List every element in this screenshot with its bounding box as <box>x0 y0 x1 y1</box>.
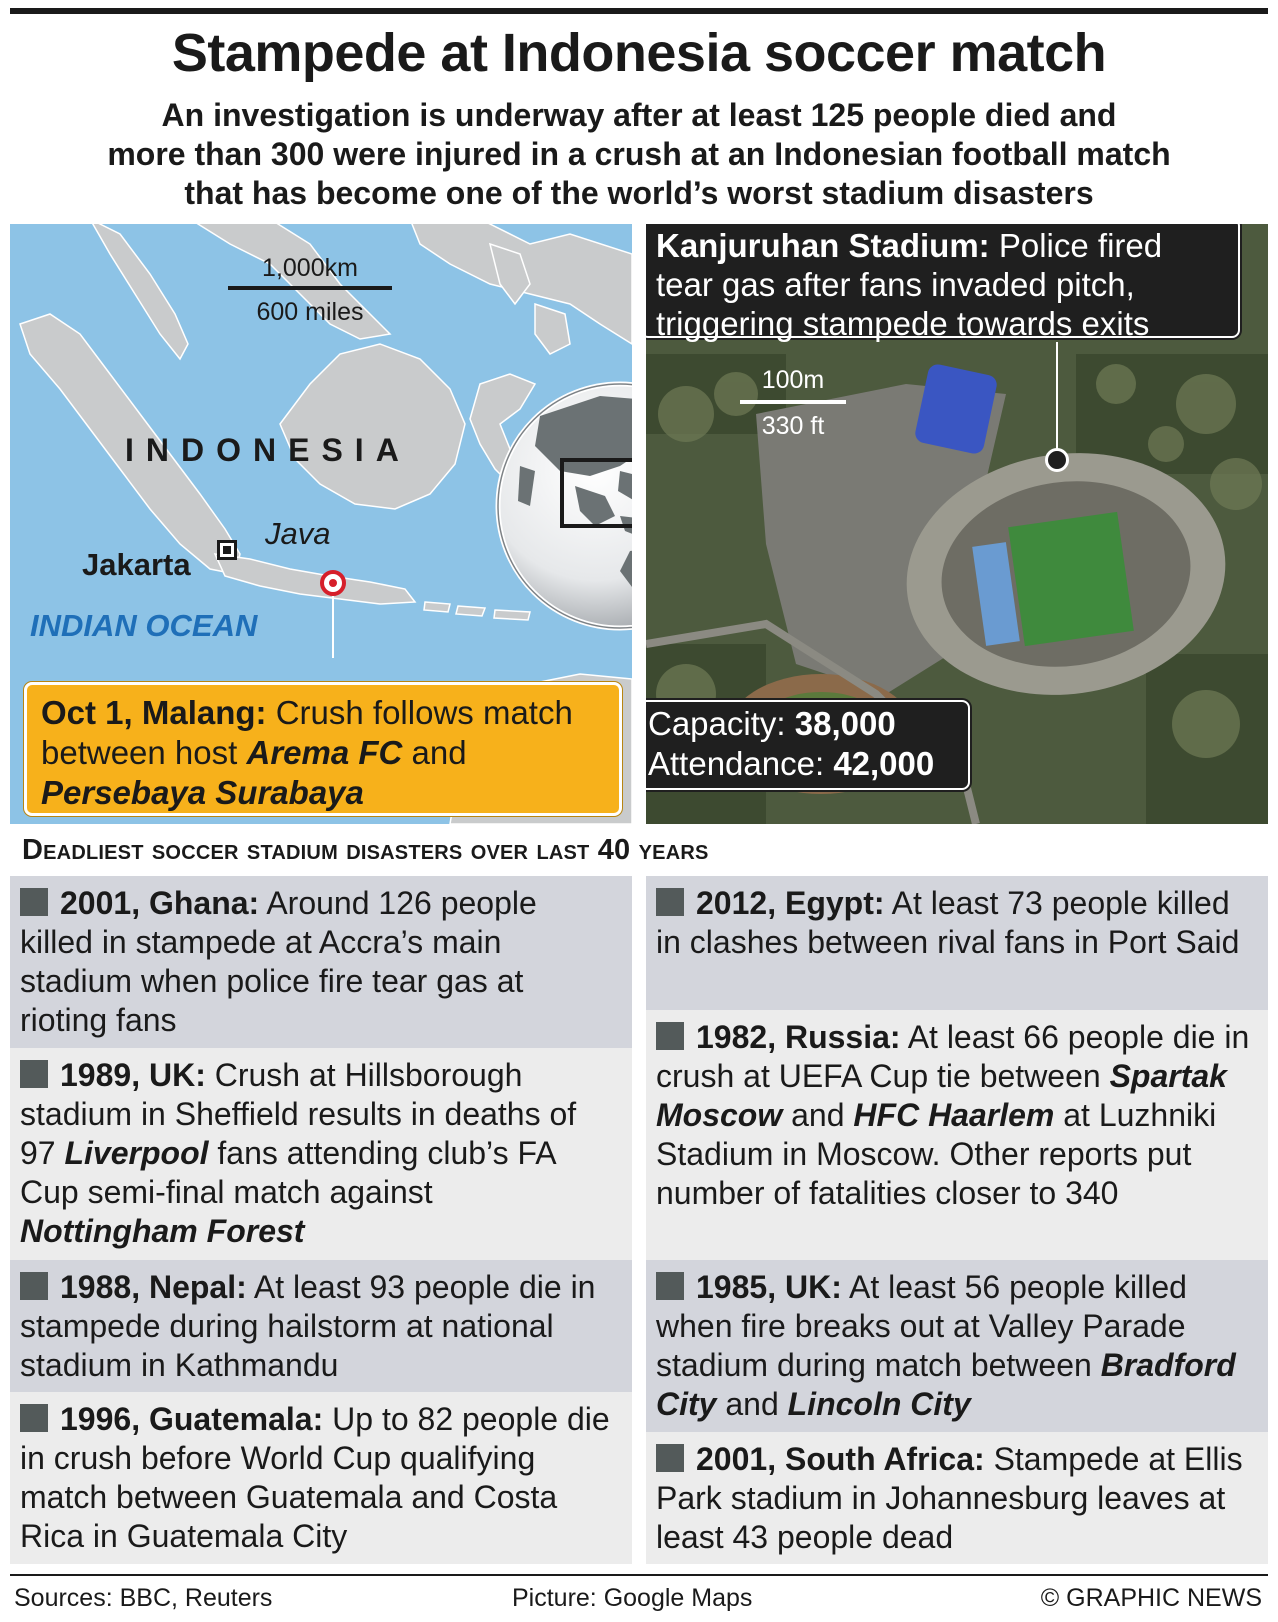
team-name: Bradford City <box>656 1347 1236 1422</box>
bullet-icon <box>656 1444 684 1472</box>
entry-text: Stampede at Ellis Park stadium in Johannesburg leaves at least 43 people dead <box>656 1441 1243 1555</box>
island-label: Java <box>265 516 331 551</box>
attendance-value: 42,000 <box>833 745 935 782</box>
marker-leader-line <box>332 596 334 658</box>
malang-callout <box>24 682 622 816</box>
bullet-icon <box>20 888 48 916</box>
sources-credit: Sources: BBC, Reuters <box>14 1584 273 1612</box>
malang-text: and <box>402 734 467 771</box>
team-name: Lincoln City <box>787 1386 971 1422</box>
list-item <box>646 1010 1268 1260</box>
picture-credit: Picture: Google Maps <box>512 1584 753 1612</box>
bullet-icon <box>656 888 684 916</box>
footer <box>10 1574 1268 1618</box>
entry-text: Up to 82 people die in crush before World Cup qualifying match between Guatemala and Costa Rica in Guatemala City <box>20 1401 610 1554</box>
team-name: HFC Haarlem <box>853 1097 1055 1133</box>
disaster-list-left <box>10 876 632 1564</box>
deck <box>30 96 1248 213</box>
bullet-icon <box>656 1272 684 1300</box>
list-item <box>10 1260 632 1392</box>
attendance-row <box>648 744 954 784</box>
capacity-box <box>646 700 970 790</box>
capacity-value: 38,000 <box>794 705 896 742</box>
team-name: Spartak Moscow <box>656 1058 1227 1133</box>
map-scale-bar <box>228 286 392 290</box>
copyright-credit: © GRAPHIC NEWS <box>1040 1584 1262 1612</box>
team-name: Persebaya Surabaya <box>41 774 364 811</box>
list-item <box>10 876 632 1048</box>
stadium-text: Police fired tear gas after fans invaded pitch, triggering stampede towards exits <box>656 227 1163 342</box>
list-item <box>646 876 1268 1010</box>
satellite-photo <box>646 224 1268 824</box>
entry-text: Crush at Hillsborough stadium in Sheffield results in deaths of 97 <box>20 1057 577 1171</box>
headline: Stampede at Indonesia soccer match <box>171 23 1107 83</box>
entry-lead: 1989, UK: <box>60 1057 206 1093</box>
section-title: Deadliest soccer stadium disasters over last 40 years <box>22 834 709 866</box>
malang-lead: Oct 1, Malang: <box>41 694 267 731</box>
bullet-icon <box>20 1060 48 1088</box>
list-item <box>646 1432 1268 1564</box>
stadium-callout <box>646 224 1240 342</box>
entry-text: At least 66 people die in crush at UEFA Cup tie between <box>656 1019 1250 1094</box>
photo-scale-ft: 330 ft <box>761 412 825 440</box>
entry-text: At least 93 people die in stampede during hailstorm at national stadium in Kathmandu <box>20 1269 596 1383</box>
entry-text: At least 73 people killed in clashes between rival fans in Port Said <box>656 885 1240 960</box>
deck-line: An investigation is underway after at least 125 people died and <box>161 97 1117 133</box>
map-scale-miles: 600 miles <box>256 298 364 326</box>
entry-lead: 2001, South Africa: <box>696 1441 985 1477</box>
disaster-list-right <box>646 876 1268 1564</box>
bullet-icon <box>656 1022 684 1050</box>
photo-scale-m: 100m <box>761 366 825 394</box>
capital-marker-icon <box>217 540 237 560</box>
deck-line: that has become one of the world’s worst stadium disasters <box>184 175 1094 211</box>
bullet-icon <box>20 1404 48 1432</box>
entry-text: fans attending club’s FA Cup semi-final match against <box>20 1135 555 1210</box>
entry-text: at Luzhniki Stadium in Moscow. Other reports put number of fatalities closer to 340 <box>656 1097 1217 1211</box>
list-item <box>646 1260 1268 1432</box>
entry-text: Around 126 people killed in stampede at Accra’s main stadium when police fire tear gas at rioting fans <box>20 885 537 1038</box>
list-item <box>10 1392 632 1564</box>
entry-lead: 1996, Guatemala: <box>60 1401 324 1437</box>
entry-lead: 2001, Ghana: <box>60 885 260 921</box>
stadium-leader-line <box>1056 342 1058 458</box>
capital-label: Jakarta <box>82 547 191 582</box>
stadium-marker-icon <box>1045 448 1069 472</box>
stadium-lead: Kanjuruhan Stadium: <box>656 227 990 264</box>
locator-map <box>10 224 632 824</box>
list-item <box>10 1048 632 1260</box>
attendance-label: Attendance: <box>648 745 834 782</box>
entry-lead: 1982, Russia: <box>696 1019 901 1055</box>
capacity-row <box>648 704 954 744</box>
malang-text: Crush follows match between host <box>41 694 573 771</box>
entry-text: and <box>782 1097 854 1133</box>
entry-lead: 1985, UK: <box>696 1269 842 1305</box>
top-rule <box>10 8 1268 14</box>
capacity-label: Capacity: <box>648 705 795 742</box>
ocean-label: INDIAN OCEAN <box>30 608 258 643</box>
team-name: Arema FC <box>246 734 403 771</box>
country-label: INDONESIA <box>125 432 411 468</box>
entry-lead: 1988, Nepal: <box>60 1269 247 1305</box>
team-name: Nottingham Forest <box>20 1213 305 1249</box>
entry-text: At least 56 people killed when fire breaks out at Valley Parade stadium during match between <box>656 1269 1187 1383</box>
map-scale-km: 1,000km <box>262 254 358 282</box>
photo-scale-bar <box>740 400 846 404</box>
bullet-icon <box>20 1272 48 1300</box>
entry-text: and <box>716 1386 788 1422</box>
entry-lead: 2012, Egypt: <box>696 885 885 921</box>
location-marker-icon <box>320 570 346 596</box>
team-name: Liverpool <box>64 1135 209 1171</box>
globe-icon <box>490 376 632 636</box>
deck-line: more than 300 were injured in a crush at an Indonesian football match <box>107 136 1171 172</box>
